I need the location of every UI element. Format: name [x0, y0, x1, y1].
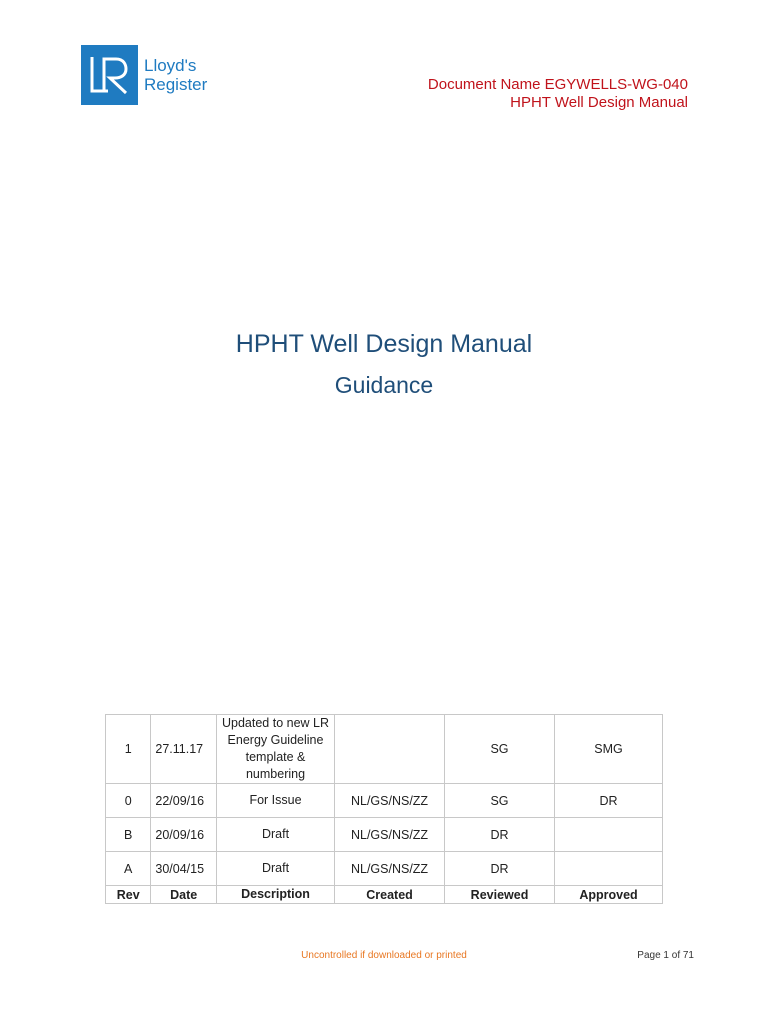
document-title: HPHT Well Design Manual: [510, 94, 688, 111]
logo-line2: Register: [144, 75, 208, 94]
logo-wordmark: [144, 56, 207, 94]
table-cell: Draft: [216, 852, 334, 886]
table-cell: SG: [445, 715, 555, 784]
document-name: Document Name EGYWELLS-WG-040: [427, 76, 688, 93]
table-cell: [335, 715, 445, 784]
revision-table: [105, 714, 663, 904]
column-header-reviewed: Reviewed: [445, 886, 555, 904]
table-cell: 27.11.17: [151, 715, 217, 784]
lloyds-register-logo: [81, 44, 213, 106]
lr-logo-mark: [81, 45, 138, 105]
title-block: [0, 328, 768, 400]
table-cell: DR: [445, 852, 555, 886]
document-header: [428, 76, 688, 112]
table-cell: NL/GS/NS/ZZ: [335, 818, 445, 852]
table-cell: DR: [445, 818, 555, 852]
table-cell: 0: [106, 784, 151, 818]
page-number: Page 1 of 71: [637, 950, 694, 961]
table-header-row: [106, 886, 663, 904]
table-cell: 20/09/16: [151, 818, 217, 852]
column-header-created: Created: [335, 886, 445, 904]
column-header-description: Description: [216, 886, 334, 904]
table-cell: For Issue: [216, 784, 334, 818]
logo-line1: Lloyd's: [144, 56, 197, 75]
table-row: [106, 852, 663, 886]
column-header-date: Date: [151, 886, 217, 904]
page-subtitle: Guidance: [334, 372, 434, 398]
table-cell: 1: [106, 715, 151, 784]
table-row: [106, 784, 663, 818]
table-cell: SMG: [555, 715, 663, 784]
page-title: HPHT Well Design Manual: [235, 330, 533, 358]
uncontrolled-notice: Uncontrolled if downloaded or printed: [301, 950, 467, 961]
table-cell: SG: [445, 784, 555, 818]
table-cell: B: [106, 818, 151, 852]
table-row: [106, 818, 663, 852]
table-cell: DR: [555, 784, 663, 818]
table-row: [106, 715, 663, 784]
column-header-rev: Rev: [106, 886, 151, 904]
table-cell: A: [106, 852, 151, 886]
table-cell: NL/GS/NS/ZZ: [335, 852, 445, 886]
table-cell: 30/04/15: [151, 852, 217, 886]
table-cell: 22/09/16: [151, 784, 217, 818]
lr-monogram-icon: [86, 51, 134, 99]
table-cell: [555, 818, 663, 852]
table-cell: Draft: [216, 818, 334, 852]
table-cell: NL/GS/NS/ZZ: [335, 784, 445, 818]
table-cell: Updated to new LR Energy Guideline template & numbering: [216, 715, 334, 784]
column-header-approved: Approved: [555, 886, 663, 904]
table-cell: [555, 852, 663, 886]
